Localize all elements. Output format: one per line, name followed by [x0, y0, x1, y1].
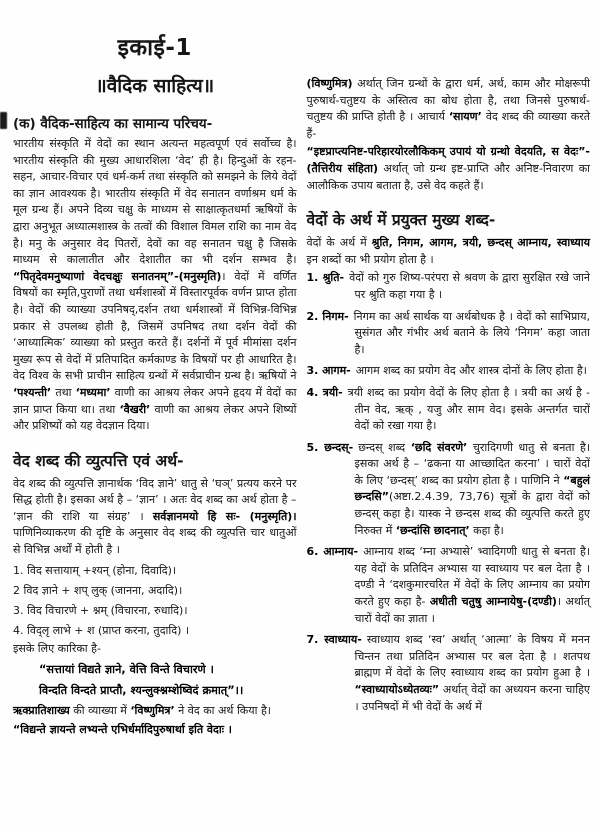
scan-artifact-mark: [0, 112, 7, 129]
term-item-aamnaya: [307, 544, 591, 627]
term-body: निगम का अर्थ सार्थक या अर्थबोधक है । वेदों को साभिप्राय, सुसंगत और गंभीर अर्थ बताने के लिये ‘निगम’ कहा जाता है।: [353, 309, 590, 356]
dhatu-item: 4. विद्लृ लाभे + श (प्राप्त करना, तुदादि) ।: [13, 623, 190, 637]
term-body: त्रयी शब्द का प्रयोग वेदों के लिए होता है । त्रयी का अर्थ है - तीन वेद, ऋक् , यजु और साम वेद। इसके अन्तर्गत चारों वेदों को रखा गया है।: [347, 385, 590, 433]
term-body: स्वाध्याय शब्द ‘स्व’ अर्थात् ‘आत्मा’ के विषय में मनन चिन्तन तथा प्रतिदिन अभ्यास पर बल देता है । शतपथ ब्राह्मण में वेदों के लिए स्वाध्याय शब्द का प्रयोग हुआ है । “स्वाध्यायोऽध्येतव्यः” अर्थात् वेदों का अध्ययन करना चाहिए । उपनिषदों में भी वेदों के अर्थ में: [354, 633, 590, 713]
dhatu-list: [13, 561, 297, 641]
karika-intro: इसके लिए कारिका है-: [13, 641, 101, 655]
term-item-aagam: [307, 363, 591, 380]
term-body: आगम शब्द का प्रयोग वेद और शास्त्र दोनों के लिए होता है।: [355, 364, 587, 378]
karika-line-2: विन्दति विन्दते प्राप्तौ, श्यन्लुक्श्नम्शेष्विदं क्रमात्”।।: [39, 684, 244, 698]
dhatu-item: 2 विद ज्ञाने + शप् लुक् (जानना, अदादि)।: [13, 583, 183, 597]
taittiriya-paragraph: “इष्टप्राप्त्यनिष्ट-परिहारयोरलौकिकम् उपायं यो ग्रन्थो वेदयति, स वेदः”-(तैत्तिरीय संहिता) अर्थात् जो ग्रन्थ इष्ट-प्राप्ति और अनिष्ट-निवारण का आलौकिक उपाय बताता है, उसे वेद कहते हैं।: [306, 145, 590, 192]
two-column-layout: [13, 16, 590, 740]
term-item-chhandas: [307, 440, 591, 540]
karika-verse: [13, 659, 297, 701]
etymology-paragraph: वेद शब्द की व्युत्पत्ति ज्ञानार्थक ‘विद ज्ञाने’ धातु से ‘घञ्’ प्रत्यय करने पर सिद्ध होती है। इसका अर्थ है – ‘ज्ञान’ । अतः वेद शब्द का अर्थ होता है – ‘ज्ञान की राशि या संग्रह’ । सर्वज्ञानमयो हि सः- (मनुस्मृति)। पाणिनिव्याकरण की दृष्टि के अनुसार वेद शब्द की व्युत्पत्ति चार धातुओं से विभिन्न अर्थों में होती है ।: [13, 476, 297, 557]
term-head: 7. स्वाध्याय-: [306, 633, 362, 647]
continuation-paragraph: (विष्णुमित्र) अर्थात् जिन ग्रन्थों के द्वारा धर्म, अर्थ, काम और मोक्षरूपी पुरुषार्थ-चतुष्टय के अस्तित्व का बोध होता है, तथा जिनसे पुरुषार्थ-चतुष्टय की प्राप्ति होती है । आचार्य ‘सायण’ वेद शब्द की व्याख्या करते हैं-: [306, 77, 590, 140]
term-item-shruti: [307, 270, 591, 303]
intro-paragraph: भारतीय संस्कृति में वेदों का स्थान अत्यन्त महत्वपूर्ण एवं सर्वोच्च है। भारतीय संस्कृति की मुख्य आधारशिला ‘वेद’ ही है। हिन्दुओं के रहन-सहन, आचार-विचार एवं धर्म-कर्म तथा संस्कृति को समझने के लिये वेदों का ज्ञान आवश्यक है। भारतीय संस्कृति में वेद सनातन वर्णाश्रम धर्म के मूल ग्रन्थ हैं। अपने दिव्य चक्षु के माध्यम से साक्षात्कृतधर्मा ऋषियों के द्वारा अनुभूत अध्यात्मशास्त्र के तत्वों की विशाल विमल राशि का नाम वेद है। मनु के अनुसार वेद पितरों, देवों का वह सनातन चक्षु है जिसके माध्यम से कालातीत और देशातीत का भी दर्शन सम्भव है। “पितृदेवमनुष्याणां वेदचक्षुः सनातनम्”-(मनुस्मृति)। वेदों में वर्णित विषयों का स्मृति,पुराणों तथा धर्मशास्त्रों में विस्तारपूर्वक वर्णन प्राप्त होता है। वेदों की व्याख्या उपनिषद्,दर्शन तथा धर्मशास्त्रों में विभिन्न-विभिन्न प्रकार से उपलब्ध होती है, जिसमें उपनिषद तथा दर्शन वेदों की ‘आध्यात्मिक’ व्याख्या को प्रस्तुत करते हैं। दर्शनों में पूर्व मीमांसा दर्शन मुख्य रूप से वेदों में प्रतिपादित कर्मकाण्ड के विषयों पर ही आधारित है। वेद विश्व के सभी प्राचीन साहित्य ग्रन्थों में सर्वप्राचीन ग्रन्थ है। ऋषियों ने ‘पश्यन्ती’ तथा ‘मध्यमा’ वाणी का आश्रय लेकर अपने हृदय में वेदों का ज्ञान प्राप्त किया था। तथा ‘वैखरी’ वाणी का आश्रय लेकर अपने शिष्यों और प्रशिष्यों को यह वेदज्ञान दिया।: [13, 137, 297, 433]
term-head: 3. आगम-: [306, 364, 351, 378]
term-head: 1. श्रुति-: [306, 271, 345, 285]
term-body: आम्नाय शब्द ‘म्ना अभ्यासे’ भ्वादिगणी धातु से बनता है। यह वेदों के प्रतिदिन अभ्यास या स्वाध्याय पर बल देता है । दण्डी ने ‘दशकुमारचरित में वेदों के लिए आम्नाय का प्रयोग करते हुए कहा है- अधीती चतुषु आम्नायेषु-(दण्डी)। अर्थात् चारों वेदों का ज्ञाता ।: [354, 545, 590, 625]
dhatu-item: 1. विद सत्तायाम् +श्यन् (होना, दिवादि)।: [13, 563, 177, 577]
unit-title: इकाई-1: [117, 35, 192, 61]
term-item-swadhyaya: [307, 632, 591, 715]
right-column: [307, 16, 591, 740]
left-column: [13, 16, 297, 740]
terms-heading: वेदों के अर्थ में प्रयुक्त मुख्य शब्द-: [306, 211, 496, 230]
terms-list: [307, 270, 591, 715]
term-item-trayi: [307, 385, 591, 435]
term-item-nigam: [307, 309, 591, 359]
page-title: ॥वैदिक साहित्य॥: [95, 75, 215, 97]
term-head: 2. निगम-: [306, 309, 349, 323]
dhatu-item: 3. विद विचारणे + श्नम् (विचारना, रुधादि)।: [13, 603, 188, 617]
term-head: 5. छन्दस्-: [306, 440, 354, 454]
terms-intro: वेदों के अर्थ में श्रुति, निगम, आगम, त्रयी, छन्दस् आम्नाय, स्वाध्याय इन शब्दों का भी प्रयोग होता है ।: [306, 236, 590, 266]
karika-line-1: “सत्तायां विद्यते ज्ञाने, वेत्ति विन्ते विचारणे ।: [39, 663, 214, 677]
etymology-heading: वेद शब्द की व्युत्पत्ति एवं अर्थ-: [13, 451, 184, 470]
section-a-heading: (क) वैदिक-साहित्य का सामान्य परिचय-: [13, 116, 213, 132]
term-body: छन्दस् शब्द ‘छदि संवरणे’ चुरादिगणी धातु से बनता है। इसका अर्थ है – ‘ढकना या आच्छादित करना’ । चारों वेदों के लिए ‘छन्दस्’ शब्द का प्रयोग होता है । पाणिनि ने “बहुलं छन्दसि”(अष्टा.2.4.39, 73,76) सूत्रों के द्वारा वेदों को छन्दस् कहा है। यास्क ने छन्दस शब्द की व्युत्पत्ति करते हुए निरुक्त में ‘छन्दांसि छादनात्’ कहा है।: [354, 440, 590, 537]
term-body: वेदों को गुरु शिष्य-परंपरा से श्रवण के द्वारा सुरक्षित रखे जाने पर श्रुति कहा गया है ।: [349, 271, 590, 301]
term-head: 6. आम्नाय-: [306, 545, 359, 559]
veda-definition-line: “विद्यन्ते ज्ञायन्ते लभ्यन्ते एभिर्धर्मादिपुरुषार्था इति वेदाः ।: [13, 722, 232, 736]
term-head: 4. त्रयी-: [306, 385, 343, 399]
vishnumitra-line: ऋक्प्रातिशाख्य की व्याख्या में ‘विष्णुमित्र’ ने वेद का अर्थ किया है।: [13, 704, 271, 718]
